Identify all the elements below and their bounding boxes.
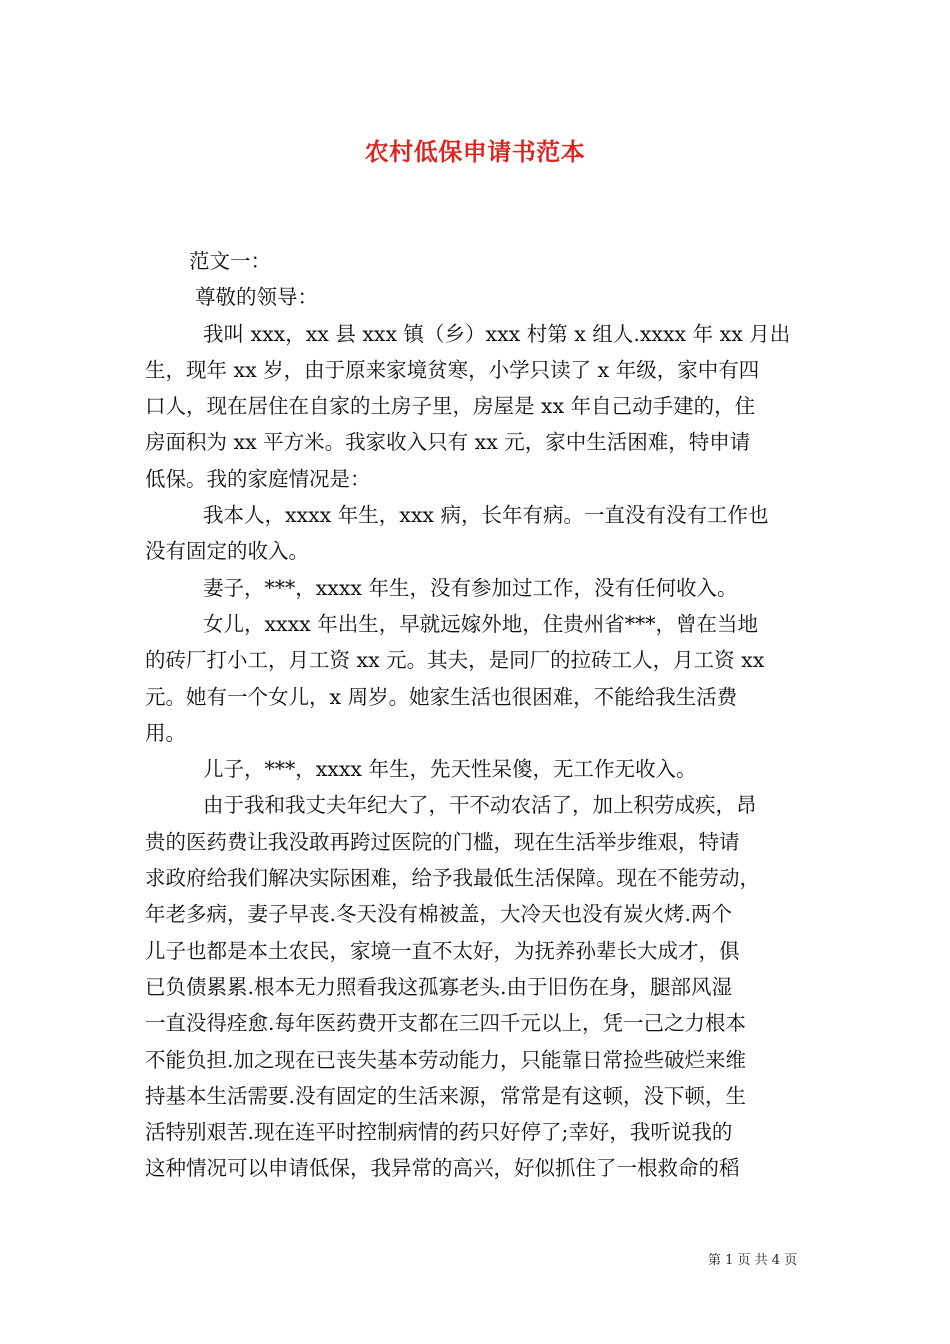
text-line: 贵的医药费让我没敢再跨过医院的门槛，现在生活举步维艰，特请 xyxy=(145,829,740,854)
text-line: 年老多病，妻子早丧.冬天没有棉被盖，大冷天也没有炭火烤.两个 xyxy=(145,902,733,927)
text-line: 我本人，xxxx 年生，xxx 病，长年有病。一直没有没有工作也 xyxy=(203,503,769,528)
document-title: 农村低保申请书范本 xyxy=(364,137,586,166)
text-line: 持基本生活需要.没有固定的生活来源，常常是有这顿，没下顿，生 xyxy=(145,1083,747,1108)
text-line: 低保。我的家庭情况是： xyxy=(145,466,371,491)
text-line: 用。 xyxy=(145,720,186,745)
text-line: 房面积为 xx 平方米。我家收入只有 xx 元，家中生活困难，特申请 xyxy=(145,430,751,455)
document-body xyxy=(145,243,810,1187)
text-line: 已负债累累.根本无力照看我这孤寡老头.由于旧伤在身，腿部风湿 xyxy=(145,974,733,999)
text-line: 没有固定的收入。 xyxy=(145,539,309,564)
text-line: 儿子也都是本土农民，家境一直不太好，为抚养孙辈长大成才，俱 xyxy=(145,938,740,963)
text-line: 范文一： xyxy=(189,249,271,273)
text-line: 儿子，***，xxxx 年生，先天性呆傻，无工作无收入。 xyxy=(203,757,697,782)
text-line: 的砖厂打小工，月工资 xx 元。其夫，是同厂的拉砖工人，月工资 xx xyxy=(145,648,765,673)
text-line: 尊敬的领导： xyxy=(195,285,318,310)
text-line: 由于我和我丈夫年纪大了，干不动农活了，加上积劳成疾，昂 xyxy=(203,793,757,818)
page-number-footer: 第 1 页 共 4 页 xyxy=(708,1253,798,1268)
text-line: 生，现年 xx 岁，由于原来家境贫寒，小学只读了 x 年级，家中有四 xyxy=(145,357,760,382)
text-line: 不能负担.加之现在已丧失基本劳动能力，只能靠日常捡些破烂来维 xyxy=(145,1047,747,1072)
text-line: 妻子，***，xxxx 年生，没有参加过工作，没有任何收入。 xyxy=(203,575,738,600)
text-line: 活特别艰苦.现在连平时控制病情的药只好停了;幸好，我听说我的 xyxy=(145,1120,733,1145)
text-line: 口人，现在居住在自家的土房子里，房屋是 xx 年自己动手建的，住 xyxy=(145,394,756,419)
text-line: 求政府给我们解决实际困难，给予我最低生活保障。现在不能劳动， xyxy=(145,866,760,891)
text-line: 这种情况可以申请低保，我异常的高兴，好似抓住了一根救命的稻 xyxy=(145,1156,740,1181)
text-line: 女儿，xxxx 年出生，早就远嫁外地，住贵州省***，曾在当地 xyxy=(203,611,759,636)
text-line: 元。她有一个女儿，x 周岁。她家生活也很困难，不能给我生活费 xyxy=(145,684,738,709)
text-line: 一直没得痊愈.每年医药费开支都在三四千元以上，凭一己之力根本 xyxy=(145,1011,747,1036)
text-line: 我叫 xxx，xx 县 xxx 镇（乡）xxx 村第 x 组人.xxxx 年 xx 月出 xyxy=(203,321,791,346)
